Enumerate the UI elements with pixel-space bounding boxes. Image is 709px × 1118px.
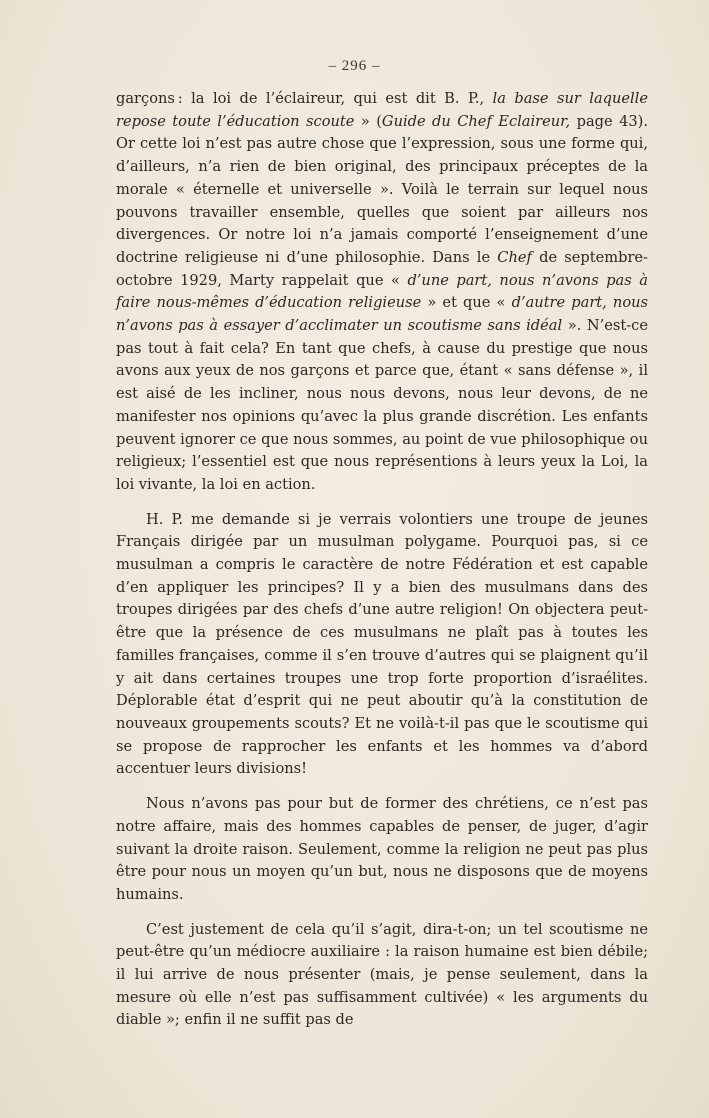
italic-text: d’une part, nous n’avons pas à faire nous-mêmes d’éducation religieuse [116,271,648,312]
paragraph [116,509,648,781]
text-run: Nous n’avons pas pour but de former des chrétiens, ce n’est pas notre affaire, mais des hommes capables de penser, de juger, d’agir suivant la droite raison. Seulement, comme la religion ne peut pas plus être pour nous un moyen qu’un but, nous ne disposons que de moyens humains. [116,795,648,903]
text-run: H. P. me demande si je verrais volontiers une troupe de jeunes Français dirigée par un musulman polygame. Pourquoi pas, si ce musulman a compris le caractère de notre Fédération et est capable d’en appliquer les principes? Il y a bien des musulmans dans des troupes dirigées par des chefs d’une autre religion! On objectera peut-être que la présence de ces musulmans ne plaît pas à toutes les familles françaises, comme il s’en trouve d’autres qui se plaignent qu’il y ait dans certaines troupes une trop forte proportion d’israélites. Déplorable état d’esprit qui ne peut aboutir qu’à la constitution de nouveaux groupements scouts? Et ne voilà-t-il pas que le scoutisme qui se propose de rapprocher les enfants et les hommes va d’abord accentuer leurs divisions! [116,510,648,778]
text-run: garçons : la loi de l’éclaireur, qui est dit B. P., [116,90,493,107]
text-run: » et que « [421,294,512,312]
body-text [116,88,648,1044]
italic-text: Guide du Chef Eclaireur, [381,112,571,130]
italic-text: la base sur laquelle repose toute l’éducation scoute [116,90,648,130]
italic-text: d’autre part, nous n’avons pas à essayer d’acclimater un scoutisme sans idéal [116,294,649,335]
text-run: C’est justement de cela qu’il s’agit, dira-t-on; un tel scoutisme ne peut-être qu’un médiocre auxiliaire : la raison humaine est bien débile; il lui arrive de nous présenter (mais, je pense seulement, dans la mesure où elle n’est pas suffisamment cultivée) « les arguments du diable »; enfin il ne suffit pas de [116,920,648,1029]
paragraph [116,793,648,907]
text-run: ». N’est-ce pas tout à fait cela? En tant que chefs, à cause du prestige que nous avons aux yeux de nos garçons et parce que, étant « sans défense », il est aisé de les incliner, nous nous devons, nous leur devons, de ne manifester nos opinions qu’avec la plus grande discrétion. Les enfants peuvent ignorer ce que nous sommes, au point de vue philosophique ou religieux; l’essentiel est que nous représentions à leurs yeux la Loi, la loi vivante, la loi en action. [116,317,648,493]
italic-text: Chef [497,248,532,266]
text-run: de septembre-octobre 1929, Marty rappelait que « [116,248,648,289]
text-run: page 43). Or cette loi n’est pas autre chose que l’expression, sous une forme qui, d’ailleurs, n’a rien de bien original, des principaux préceptes de la morale « éternelle et universelle ». Voilà le terrain sur lequel nous pouvons travailler ensemble, quelles que soient par ailleurs nos divergences. Or notre loi n’a jamais comporté l’enseignement d’une doctrine religieuse ni d’une philosophie. Dans le [116,112,649,266]
text-run: » ( [354,112,382,130]
paragraph [116,88,648,497]
page-number: – 296 – [328,58,381,74]
paragraph [116,919,648,1033]
